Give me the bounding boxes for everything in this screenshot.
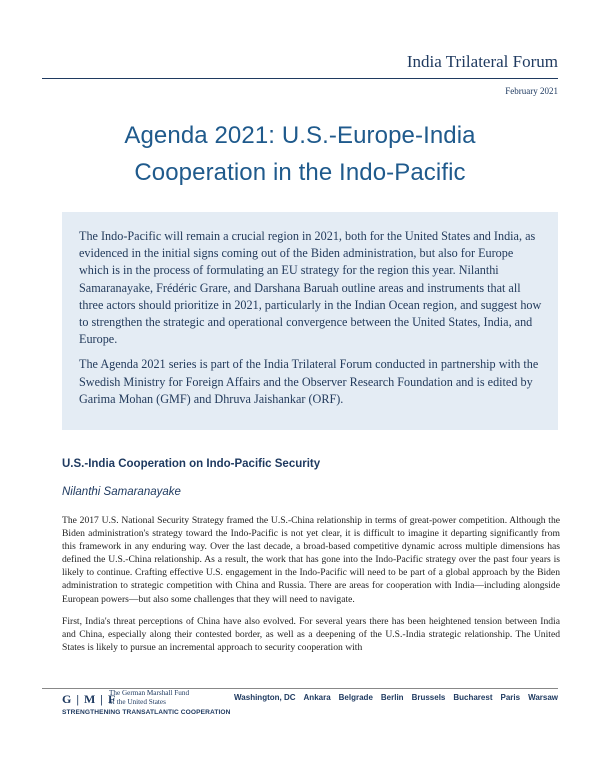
header-rule: [42, 78, 558, 79]
office-location: Bucharest: [453, 693, 493, 702]
summary-box: [62, 212, 558, 430]
office-location: Washington, DC: [234, 693, 296, 702]
page-title: [40, 117, 560, 191]
gmf-tagline: STRENGTHENING TRANSATLANTIC COOPERATION: [62, 709, 231, 716]
office-location: Belgrade: [338, 693, 373, 702]
publication-date: February 2021: [505, 86, 558, 96]
gmf-logo-mark: G | M | F: [62, 692, 117, 706]
office-location: Warsaw: [528, 693, 558, 702]
gmf-org-name: [109, 689, 219, 706]
org-name-line-1: The German Marshall Fund: [109, 689, 190, 697]
summary-paragraph-1: The Indo-Pacific will remain a crucial region in 2021, both for the United States and India, as evidenced in the initial signs coming out of the Biden administration, but also for Europe which is in the process of formulating an EU strategy for the region this year. Nilanthi Samaranayake, Frédéric Grare, and Darshana Baruah outline areas and instruments that all three actors should prioritize in 2021, particularly in the Indian Ocean region, and suggest how to strengthen the strategic and operational convergence between the United States, India, and Europe.: [79, 229, 542, 347]
office-location: Paris: [500, 693, 521, 702]
title-line-1: Agenda 2021: U.S.-Europe-India: [124, 122, 476, 149]
org-name-line-2: of the United States: [109, 697, 166, 706]
office-location: Berlin: [380, 693, 404, 702]
series-title: India Trilateral Forum: [406, 52, 558, 71]
summary-paragraph-2: The Agenda 2021 series is part of the India Trilateral Forum conducted in partnership with the Swedish Ministry for Foreign Affairs and the Observer Research Foundation and is edited by Garima Mohan (GMF) and Dhruva Jaishankar (ORF).: [79, 357, 539, 406]
office-locations: [234, 693, 558, 702]
office-location: Brussels: [411, 693, 446, 702]
body-paragraph-1: The 2017 U.S. National Security Strategy framed the U.S.-China relationship in terms of great-power competition. Although the Biden administration's strategy toward the Indo-Pacific is not yet clear, it is difficult to imagine it departing significantly from this framework in any enduring way. Over the last decade, a broad-based competitive dynamic across multiple dimensions has defined the U.S.-China relationship. As a result, the work that has gone into the Indo-Pacific strategy over the past four years is likely to continue. Crafting effective U.S. engagement in the Indo-Pacific will need to be part of a global approach by the Biden administration to strategic competition with China and Russia. There are areas for cooperation with India—including alongside European powers—but also some challenges that they will need to navigate.: [62, 515, 560, 605]
section-author: Nilanthi Samaranayake: [62, 486, 181, 498]
title-line-2: Cooperation in the Indo-Pacific: [134, 159, 466, 186]
body-text: [62, 514, 560, 663]
office-location: Ankara: [303, 693, 331, 702]
body-paragraph-2: First, India's threat perceptions of China have also evolved. For several years there has been heightened tension between India and China, especially along their contested border, as well as a deepening of the U.S.-India strategic relationship. The United States is likely to pursue an incremental approach to security cooperation with: [62, 615, 560, 653]
section-heading: U.S.-India Cooperation on Indo-Pacific Security: [62, 458, 321, 470]
